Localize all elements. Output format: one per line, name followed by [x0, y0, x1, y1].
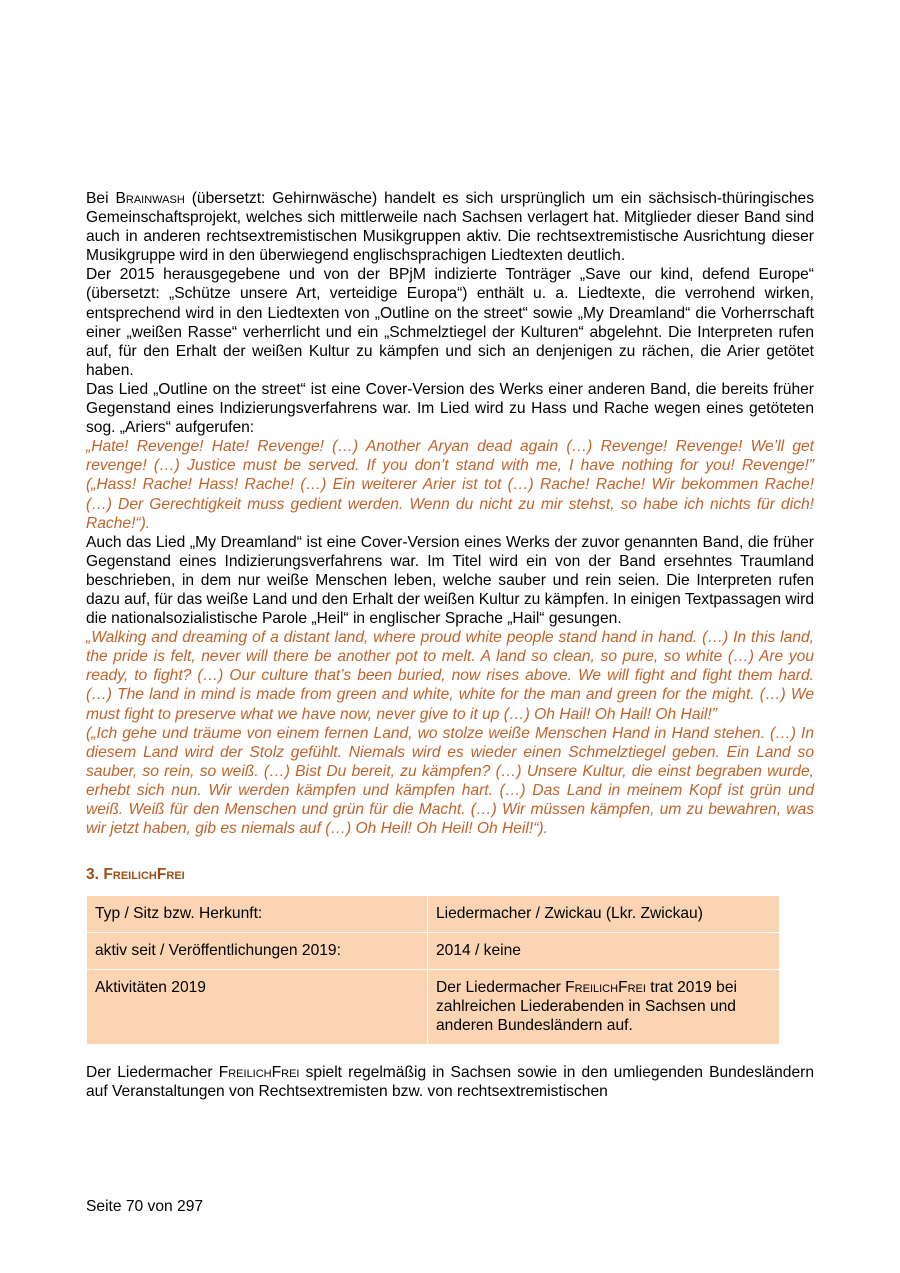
table-value: 2014 / keine: [428, 933, 780, 970]
table-value-text: Der Liedermacher: [436, 979, 566, 997]
page-content: [86, 189, 814, 1101]
table-row: [87, 970, 780, 1045]
paragraph-brainwash: [86, 189, 814, 265]
paragraph-album: Der 2015 herausgegebene und von der BPjM indizierte Tonträger „Save our kind, defend Europe“ (übersetzt: „Schütze unsere Art, verteidige Europa“) enthält u. a. Liedtexte, die verrohend wirken, entsprechend wird in den Liedtexten von „Outline on the street“ sowie „My Dreamland“ die Vorherrschaft einer „weißen Rasse“ verherrlicht und ein „Schmelztiegel der Kulturen“ abgelehnt. Die Interpreten rufen auf, für den Erhalt der weißen Kultur zu kämpfen und sich an denjenigen zu rächen, die Arier getötet haben.: [86, 266, 814, 379]
quote-dreamland-english: „Walking and dreaming of a distant land, where proud white people stand hand in hand. (…) In this land, the pride is felt, never will there be another pot to melt. A land so clean, so pure, so white (…) Are you ready, to fight? (…) Our culture that’s been buried, now rises above. We will fight and fight them hard. (…) The land in mind is made from green and white, white for the man and green for the might. (…) We must fight to preserve what we have now, never give to it up (…) Oh Hail! Oh Hail! Oh Hail!”: [86, 629, 814, 723]
paragraph-text: Der Liedermacher: [86, 1064, 219, 1082]
table-label: aktiv seit / Veröffentlichungen 2019:: [87, 933, 428, 970]
table-row: [87, 896, 780, 933]
section-heading: [86, 865, 814, 884]
info-table: [86, 895, 780, 1045]
table-value: Liedermacher / Zwickau (Lkr. Zwickau): [428, 896, 780, 933]
paragraph-text: Bei: [86, 190, 116, 207]
paragraph-dreamland: Auch das Lied „My Dreamland“ ist eine Cover-Version eines Werks der zuvor genannten Band, die früher Gegenstand eines Indizierungsverfahrens war. Im Titel wird ein von der Band ersehntes Traumland beschrieben, in dem nur weiße Menschen leben, welche sauber und rein seien. Die Interpreten rufen dazu auf, für das weiße Land und den Erhalt der weißen Kultur zu kämpfen. In einigen Textpassagen wird die nationalsozialistische Parole „Heil“ in englischer Sprache „Hail“ gesungen.: [86, 533, 814, 628]
section-title: FreilichFrei: [103, 866, 185, 884]
quote-dreamland-german: („Ich gehe und träume von einem fernen Land, wo stolze weiße Menschen Hand in Hand stehen. (…) In diesem Land wird der Stolz gefühlt. Niemals wird es wieder einen Schmelztiegel geben. Ein Land so sauber, so rein, so weiß. (…) Bist Du bereit, zu kämpfen? (…) Unsere Kultur, die einst begraben wurde, erhebt sich nun. Wir werden kämpfen und kämpfen hart. (…) Das Land in meinem Kopf ist grün und weiß. Weiß für den Menschen und grün für die Macht. (…) Wir müssen kämpfen, um zu bewahren, was wir jetzt haben, gib es niemals auf (…) Oh Heil! Oh Heil! Oh Heil!“).: [86, 724, 814, 838]
table-label: Aktivitäten 2019: [87, 970, 428, 1045]
artist-name: FreilichFrei: [565, 979, 646, 997]
artist-name: FreilichFrei: [218, 1064, 300, 1082]
paragraph-outline: Das Lied „Outline on the street“ ist eine Cover-Version des Werks einer anderen Band, die bereits früher Gegenstand eines Indizierungsverfahrens war. Im Lied wird zu Hass und Rache wegen eines getöteten sog. „Ariers“ aufgerufen:: [86, 380, 814, 437]
paragraph-text: spielt regelmäßig in Sachsen sowie in den umliegenden Bundesländern auf Veranstaltungen von Rechtsextremisten bzw. von rechtsextremistischen: [86, 1064, 814, 1101]
table-label: Typ / Sitz bzw. Herkunft:: [87, 896, 428, 933]
quote-outline: „Hate! Revenge! Hate! Revenge! (…) Another Aryan dead again (…) Revenge! Revenge! We’ll get revenge! (…) Justice must be served. If you don’t stand with me, I have nothing for you! Revenge!” („Hass! Rache! Hass! Rache! (…) Ein weiterer Arier ist tot (…) Rache! Rache! Wir bekommen Rache! (…) Der Gerechtigkeit muss gedient werden. Wenn du nicht zu mir stehst, so habe ich nichts für dich! Rache!“).: [86, 438, 814, 532]
table-value: [428, 970, 780, 1045]
paragraph-text: (übersetzt: Gehirnwäsche) handelt es sich ursprünglich um ein sächsisch-thüringisches Gemeinschaftsprojekt, welches sich mittlerweile nach Sachsen verlagert hat. Mitglieder dieser Band sind auch in anderen rechtsextremistischen Musikgruppen aktiv. Die rechtsextremistische Ausrichtung dieser Musikgruppe wird in den überwiegend englischsprachigen Liedtexten deutlich.: [86, 190, 815, 265]
band-name: Brainwash: [115, 190, 185, 207]
page-number: Seite 70 von 297: [86, 1198, 204, 1215]
section-number: 3.: [86, 866, 104, 884]
table-row: [87, 933, 780, 970]
paragraph-freilichfrei: [86, 1063, 814, 1101]
table-value-text: trat 2019 bei zahlreichen Liederabenden in Sachsen und anderen Bundesländern auf.: [436, 979, 737, 1035]
